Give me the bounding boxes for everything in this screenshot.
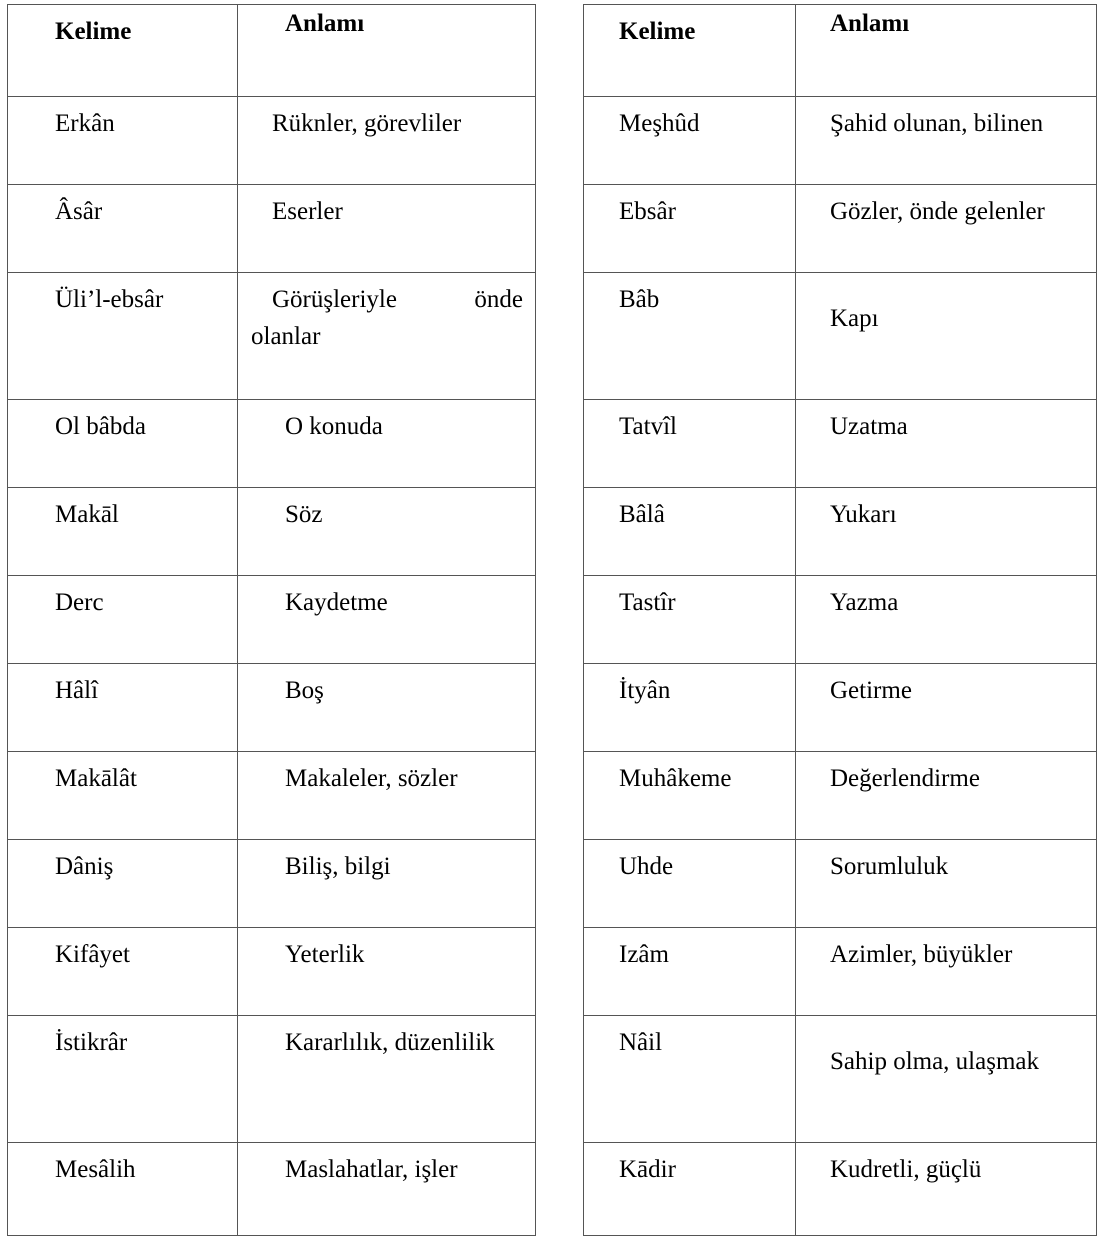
meaning-cell: Azimler, büyükler [796, 928, 1097, 1016]
word-cell: Tastîr [584, 576, 796, 664]
word-cell: Dâniş [8, 840, 238, 928]
meaning-cell: Kaydetme [238, 576, 536, 664]
table-row [584, 273, 1097, 400]
meaning-cell: Boş [238, 664, 536, 752]
meaning-cell: Yazma [796, 576, 1097, 664]
table-row [584, 185, 1097, 273]
table-row [584, 928, 1097, 1016]
word-cell: Kifâyet [8, 928, 238, 1016]
word-cell: Tatvîl [584, 400, 796, 488]
meaning-cell: Şahid olunan, bilinen [796, 97, 1097, 185]
word-cell: Üli’l-ebsâr [8, 273, 238, 400]
meaning-cell: Kararlılık, düzenlilik [238, 1016, 536, 1143]
table-row [8, 1016, 536, 1143]
table-row [584, 400, 1097, 488]
word-cell: Mesâlih [8, 1143, 238, 1236]
table-row [8, 752, 536, 840]
column-header-word: Kelime [584, 5, 796, 97]
column-header-meaning: Anlamı [796, 5, 1097, 97]
meaning-cell: Yeterlik [238, 928, 536, 1016]
word-cell: Makālât [8, 752, 238, 840]
table-row [584, 664, 1097, 752]
table-row [8, 273, 536, 400]
meaning-cell: Getirme [796, 664, 1097, 752]
meaning-cell: Sahip olma, ulaşmak [796, 1016, 1097, 1143]
word-cell: Ol bâbda [8, 400, 238, 488]
table-header-row [8, 5, 536, 97]
meaning-cell: Maslahatlar, işler [238, 1143, 536, 1236]
word-cell: Erkân [8, 97, 238, 185]
word-cell: Nâil [584, 1016, 796, 1143]
meaning-cell: Değerlendirme [796, 752, 1097, 840]
meaning-cell: Biliş, bilgi [238, 840, 536, 928]
meaning-cell: Uzatma [796, 400, 1097, 488]
table-row [584, 1016, 1097, 1143]
glossary-table-left [7, 4, 536, 1236]
meaning-cell: Kapı [796, 273, 1097, 400]
word-cell: Derc [8, 576, 238, 664]
word-cell: Meşhûd [584, 97, 796, 185]
table-row [8, 488, 536, 576]
word-cell: Hâlî [8, 664, 238, 752]
table-row [584, 97, 1097, 185]
table-row [584, 840, 1097, 928]
meaning-cell: Görüşleriyle önde olanlar [238, 273, 536, 400]
meaning-cell: Eserler [238, 185, 536, 273]
table-row [8, 840, 536, 928]
meaning-cell: O konuda [238, 400, 536, 488]
column-header-word: Kelime [8, 5, 238, 97]
meaning-cell: Rüknler, görevliler [238, 97, 536, 185]
word-cell: Bâb [584, 273, 796, 400]
meaning-cell: Söz [238, 488, 536, 576]
glossary-table-right [583, 4, 1097, 1236]
word-cell: Ebsâr [584, 185, 796, 273]
meaning-cell: Makaleler, sözler [238, 752, 536, 840]
table-row [584, 752, 1097, 840]
table-row [8, 1143, 536, 1236]
word-cell: Bâlâ [584, 488, 796, 576]
table-row [8, 185, 536, 273]
table-header-row [584, 5, 1097, 97]
column-header-meaning: Anlamı [238, 5, 536, 97]
meaning-cell: Sorumluluk [796, 840, 1097, 928]
word-cell: İtyân [584, 664, 796, 752]
table-row [8, 664, 536, 752]
word-cell: Âsâr [8, 185, 238, 273]
word-cell: Makāl [8, 488, 238, 576]
word-cell: İstikrâr [8, 1016, 238, 1143]
meaning-cell: Yukarı [796, 488, 1097, 576]
word-cell: Uhde [584, 840, 796, 928]
table-row [8, 576, 536, 664]
meaning-cell: Gözler, önde gelenler [796, 185, 1097, 273]
table-row [8, 928, 536, 1016]
table-row [584, 1143, 1097, 1236]
table-row [584, 576, 1097, 664]
word-cell: Muhâkeme [584, 752, 796, 840]
table-row [8, 97, 536, 185]
word-cell: Izâm [584, 928, 796, 1016]
table-row [584, 488, 1097, 576]
word-cell: Kādir [584, 1143, 796, 1236]
table-row [8, 400, 536, 488]
meaning-cell: Kudretli, güçlü [796, 1143, 1097, 1236]
